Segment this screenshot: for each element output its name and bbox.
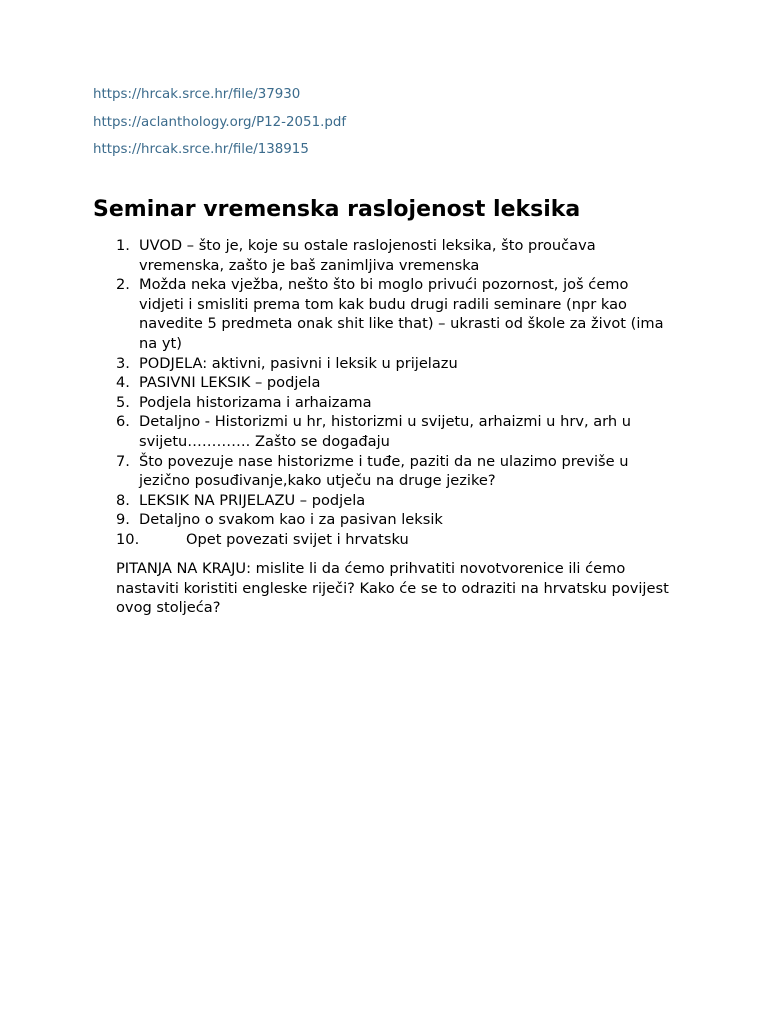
item-text: Što povezuje nase historizme i tuđe, paziti da ne ulazimo previše u jezično posuđivanje,kako utječu na druge jezike? <box>139 452 629 490</box>
item-number: 7. <box>116 452 130 470</box>
item-number: 10. <box>116 530 140 548</box>
item-number: 4. <box>116 374 130 392</box>
document-title: Seminar vremenska raslojenost leksika <box>93 197 581 222</box>
item-text: Opet povezati svijet i hrvatsku <box>186 530 409 548</box>
reference-link-3[interactable]: https://hrcak.srce.hr/file/138915 <box>93 142 309 157</box>
item-number: 9. <box>116 511 130 529</box>
reference-links <box>93 86 346 169</box>
outline-item-9 <box>116 510 676 530</box>
closing-questions: PITANJA NA KRAJU: mislite li da ćemo prihvatiti novotvorenice ili ćemo nastaviti koristiti engleske riječi? Kako će se to odraziti na hrvatsku povijest ovog stoljeća? <box>116 560 669 617</box>
item-text: PODJELA: aktivni, pasivni i leksik u prijelazu <box>139 354 458 372</box>
outline-item-5 <box>116 393 676 413</box>
outline-item-1 <box>116 236 676 275</box>
outline-item-8 <box>116 491 676 511</box>
outline-item-2 <box>116 275 676 353</box>
item-text: LEKSIK NA PRIJELAZU – podjela <box>139 491 366 509</box>
item-text: PASIVNI LEKSIK – podjela <box>139 374 321 392</box>
seminar-outline <box>116 236 676 550</box>
item-number: 3. <box>116 354 130 372</box>
item-number: 1. <box>116 237 130 254</box>
item-number: 6. <box>116 413 130 431</box>
item-number: 2. <box>116 276 130 294</box>
item-text: UVOD – što je, koje su ostale raslojenosti leksika, što proučava vremenska, zašto je baš zanimljiva vremenska <box>139 237 596 274</box>
reference-link-1[interactable]: https://hrcak.srce.hr/file/37930 <box>93 87 301 102</box>
outline-item-3 <box>116 354 676 374</box>
item-text: Detaljno o svakom kao i za pasivan leksik <box>139 511 443 529</box>
outline-item-7 <box>116 452 676 491</box>
outline-item-10 <box>116 530 676 550</box>
item-number: 5. <box>116 393 130 411</box>
item-text: Detaljno - Historizmi u hr, historizmi u svijetu, arhaizmi u hrv, arh u svijetu…………. Zašto se događaju <box>139 413 632 450</box>
item-number: 8. <box>116 491 130 509</box>
item-text: Možda neka vježba, nešto što bi moglo privući pozornost, još ćemo vidjeti i smisliti prema tom kak budu drugi radili seminare (npr kao navedite 5 predmeta onak shit like that) – ukrasti od škole za život (ima na yt) <box>139 276 664 352</box>
outline-item-6 <box>116 412 676 451</box>
outline-item-4 <box>116 373 676 393</box>
reference-link-2[interactable]: https://aclanthology.org/P12-2051.pdf <box>93 114 347 130</box>
item-text: Podjela historizama i arhaizama <box>139 393 372 411</box>
